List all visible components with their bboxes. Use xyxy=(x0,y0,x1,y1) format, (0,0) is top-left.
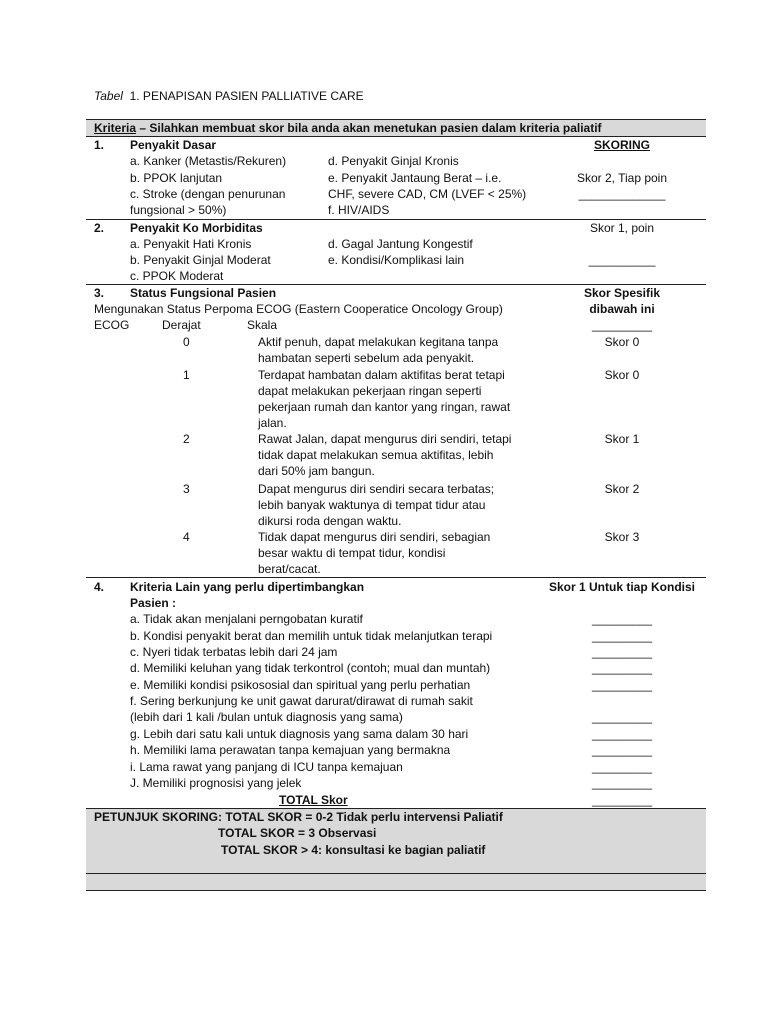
ecog-desc-line: Tidak dapat mengurus diri sendiri, sebagian xyxy=(258,530,491,544)
s4-blank: _________ xyxy=(591,629,653,643)
s4-item-d: d. Memiliki keluhan yang tidak terkontrol (contoh; mual dan muntah) xyxy=(130,661,491,675)
header-criteria xyxy=(94,120,602,136)
rule-bottom xyxy=(86,890,706,891)
s2-item-b: b. Penyakit Ginjal Moderat xyxy=(130,253,271,267)
s4-title-line1: Kriteria Lain yang perlu dipertimbangkan xyxy=(130,580,365,594)
ecog-grade: 0 xyxy=(183,335,190,349)
ecog-desc-line: Rawat Jalan, dapat mengurus diri sendiri, tetapi xyxy=(258,432,512,446)
s4-item-h: h. Memiliki lama perawatan tanpa kemajuan yang bermakna xyxy=(130,743,451,757)
s2-score-blank: __________ xyxy=(588,253,656,267)
s4-blank: _________ xyxy=(591,678,653,692)
s2-score: Skor 1, poin xyxy=(589,221,655,235)
ecog-desc-line: dari 50% jam bangun. xyxy=(258,464,375,478)
s1-item-d: d. Penyakit Ginjal Kronis xyxy=(328,154,459,168)
s2-item-d: d. Gagal Jantung Kongestif xyxy=(328,237,473,251)
ecog-grade: 2 xyxy=(183,432,190,446)
rule-s3 xyxy=(86,577,706,578)
s4-title-line2: Pasien : xyxy=(130,596,177,610)
s4-score: Skor 1 Untuk tiap Kondisi xyxy=(548,580,695,594)
ecog-desc-line: berat/cacat. xyxy=(258,562,321,576)
s2-title: Penyakit Ko Morbiditas xyxy=(130,221,263,235)
s4-item-c: c. Nyeri tidak terbatas lebih dari 24 jam xyxy=(130,645,338,659)
title-text: 1. PENAPISAN PASIEN PALLIATIVE CARE xyxy=(129,89,364,103)
s1-item-b: b. PPOK lanjutan xyxy=(130,171,223,185)
ecog-score: Skor 0 xyxy=(604,368,640,382)
ecog-desc-line: dikursi roda dengan waktu. xyxy=(258,514,402,528)
s1-num: 1. xyxy=(94,138,105,152)
ecog-desc-line: dapat melakukan pekerjaan ringan seperti xyxy=(258,384,482,398)
s4-blank: _________ xyxy=(591,727,653,741)
ecog-desc-line: jalan. xyxy=(258,416,287,430)
ecog-score: Skor 3 xyxy=(604,530,640,544)
s4-item-f2: (lebih dari 1 kali /bulan untuk diagnosis yang sama) xyxy=(130,710,403,724)
ecog-desc-line: tidak dapat melakukan semua aktifitas, lebih xyxy=(258,448,494,462)
ecog-score: Skor 1 xyxy=(604,432,640,446)
s1-item-c1: c. Stroke (dengan penurunan xyxy=(130,187,286,201)
s4-item-f1: f. Sering berkunjung ke unit gawat darurat/dirawat di rumah sakit xyxy=(130,694,473,708)
title-prefix: Tabel xyxy=(94,89,123,103)
s4-item-e: e. Memiliki kondisi psikososial dan spiritual yang perlu perhatian xyxy=(130,678,471,692)
s4-blank: _________ xyxy=(591,776,653,790)
ecog-desc-line: besar waktu di tempat tidur, kondisi xyxy=(258,546,446,560)
s4-item-a: a. Tidak akan menjalani perngobatan kuratif xyxy=(130,612,363,626)
ecog-score: Skor 0 xyxy=(604,335,640,349)
s4-blank: _________ xyxy=(591,743,653,757)
s3-score-line1: Skor Spesifik xyxy=(583,286,661,300)
s4-blank: _________ xyxy=(591,760,653,774)
s1-score-head: SKORING xyxy=(593,138,650,152)
s1-title: Penyakit Dasar xyxy=(130,138,217,152)
footer-line3: TOTAL SKOR > 4: konsultasi ke bagian paliatif xyxy=(221,843,486,857)
s4-total-label: TOTAL Skor xyxy=(279,793,348,807)
bottom-band xyxy=(86,874,706,890)
s4-blank: _________ xyxy=(591,612,653,626)
s1-item-a: a. Kanker (Metastis/Rekuren) xyxy=(130,154,287,168)
ecog-score: Skor 2 xyxy=(604,482,640,496)
s4-blank: _________ xyxy=(591,645,653,659)
s2-num: 2. xyxy=(94,221,105,235)
s1-score-blank: _____________ xyxy=(578,187,666,201)
col-ecog: ECOG xyxy=(94,318,130,332)
s1-item-e2: CHF, severe CAD, CM (LVEF < 25%) xyxy=(328,187,527,201)
s4-item-i: i. Lama rawat yang panjang di ICU tanpa kemajuan xyxy=(130,760,403,774)
s4-num: 4. xyxy=(94,580,105,594)
table-title xyxy=(94,88,364,104)
col-skala: Skala xyxy=(247,318,278,332)
s4-total-blank: _________ xyxy=(591,793,653,807)
s3-num: 3. xyxy=(94,286,105,300)
footer-line1: PETUNJUK SKORING: TOTAL SKOR = 0-2 Tidak perlu intervensi Paliatif xyxy=(94,810,503,824)
s3-score-blank: _________ xyxy=(591,318,653,332)
header-kriteria: Kriteria xyxy=(94,121,137,135)
s4-item-g: g. Lebih dari satu kali untuk diagnosis yang sama dalam 30 hari xyxy=(130,727,469,741)
col-derajat: Derajat xyxy=(162,318,201,332)
ecog-desc-line: Dapat mengurus diri sendiri secara terbatas; xyxy=(258,482,495,496)
s2-item-e: e. Kondisi/Komplikasi lain xyxy=(328,253,465,267)
ecog-grade: 3 xyxy=(183,482,190,496)
s4-blank: _________ xyxy=(591,710,653,724)
s1-item-f: f. HIV/AIDS xyxy=(328,203,390,217)
ecog-desc-line: Terdapat hambatan dalam aktifitas berat tetapi xyxy=(258,368,505,382)
s3-desc: Mengunakan Status Perpoma ECOG (Eastern Cooperatice Oncology Group) xyxy=(94,302,503,316)
s4-blank: _________ xyxy=(591,661,653,675)
ecog-desc-line: lebih banyak waktunya di tempat tidur atau xyxy=(258,498,486,512)
s1-item-e1: e. Penyakit Jantaung Berat – i.e. xyxy=(328,171,502,185)
s3-title: Status Fungsional Pasien xyxy=(130,286,277,300)
s4-item-j: J. Memiliki prognosisi yang jelek xyxy=(130,776,302,790)
s1-item-c2: fungsional > 50%) xyxy=(130,203,227,217)
s2-item-a: a. Penyakit Hati Kronis xyxy=(130,237,252,251)
ecog-desc-line: Aktif penuh, dapat melakukan kegitana tanpa xyxy=(258,335,499,349)
header-text: – Silahkan membuat skor bila anda akan menetukan pasien dalam kriteria paliatif xyxy=(139,121,602,135)
s2-item-c: c. PPOK Moderat xyxy=(130,269,224,283)
ecog-grade: 1 xyxy=(183,368,190,382)
s3-score-line2: dibawah ini xyxy=(589,302,655,316)
ecog-grade: 4 xyxy=(183,530,190,544)
s1-score: Skor 2, Tiap poin xyxy=(576,171,668,185)
ecog-desc-line: pekerjaan rumah dan kantor yang ringan, rawat xyxy=(258,400,511,414)
footer-line2: TOTAL SKOR = 3 Observasi xyxy=(218,826,377,840)
s4-item-b: b. Kondisi penyakit berat dan memilih untuk tidak melanjutkan terapi xyxy=(130,629,493,643)
ecog-desc-line: hambatan seperti sebelum ada penyakit. xyxy=(258,351,475,365)
